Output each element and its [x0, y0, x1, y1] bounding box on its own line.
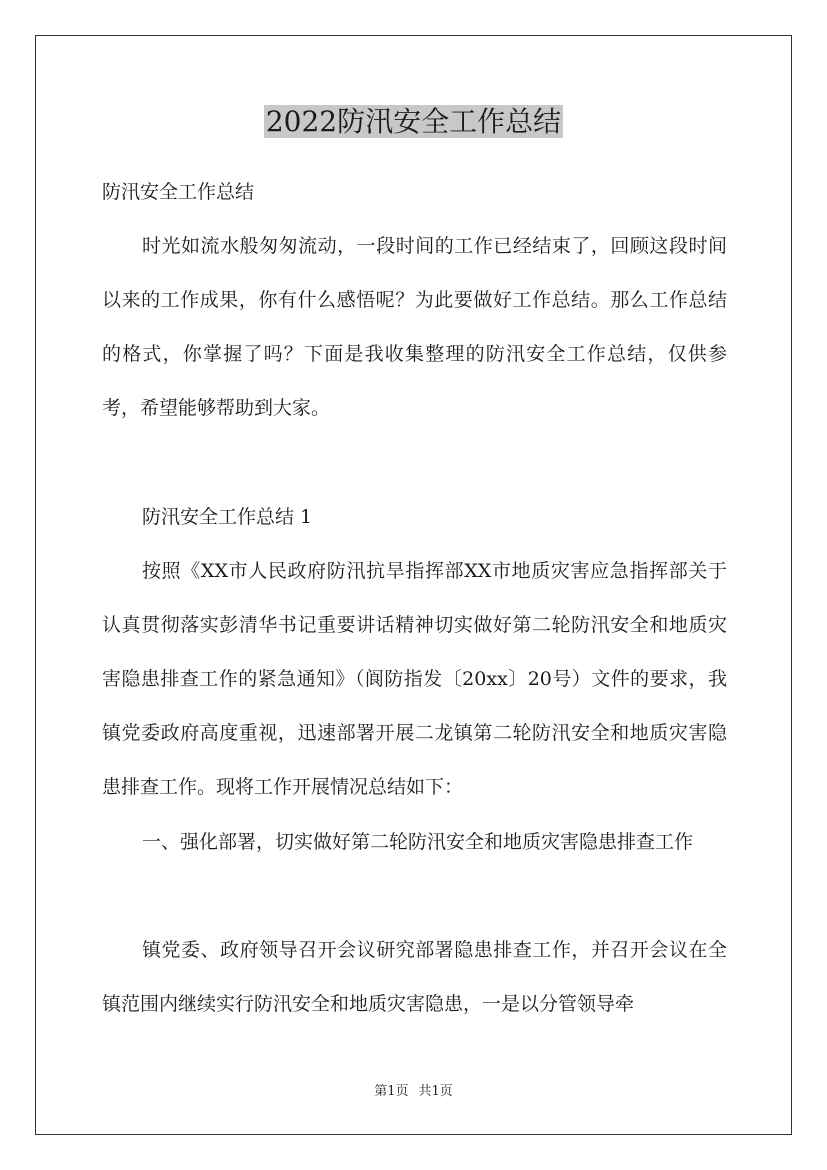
section-heading: 防汛安全工作总结 1	[142, 506, 313, 528]
body-paragraph: 镇党委、政府领导召开会议研究部署隐患排查工作，并召开会议在全镇范围内继续实行防汛安全和地质灾害隐患，一是以分管领导牵	[102, 939, 727, 1015]
page-number: 第1页	[374, 1084, 409, 1099]
page-footer	[0, 1082, 827, 1102]
intro-paragraph: 时光如流水般匆匆流动，一段时间的工作已经结束了，回顾这段时间以来的工作成果，你有什么感悟呢？为此要做好工作总结。那么工作总结的格式，你掌握了吗？下面是我收集整理的防汛安全工作总结，仅供参考，希望能够帮助到大家。	[102, 235, 727, 419]
body-paragraph: 按照《XX市人民政府防汛抗旱指挥部XX市地质灾害应急指挥部关于认真贯彻落实彭清华书记重要讲话精神切实做好第二轮防汛安全和地质灾害隐患排查工作的紧急通知》（阆防指发〔20xx〕20号）文件的要求，我镇党委政府高度重视，迅速部署开展二龙镇第二轮防汛安全和地质灾害隐患排查工作。现将工作开展情况总结如下：	[102, 560, 727, 798]
document-title	[0, 102, 827, 142]
list-item-heading: 一、强化部署，切实做好第二轮防汛安全和地质灾害隐患排查工作	[142, 831, 694, 853]
document-title-text: 2022防汛安全工作总结	[265, 105, 562, 138]
document-subtitle: 防汛安全工作总结	[102, 181, 255, 203]
page-total: 共1页	[418, 1084, 453, 1099]
